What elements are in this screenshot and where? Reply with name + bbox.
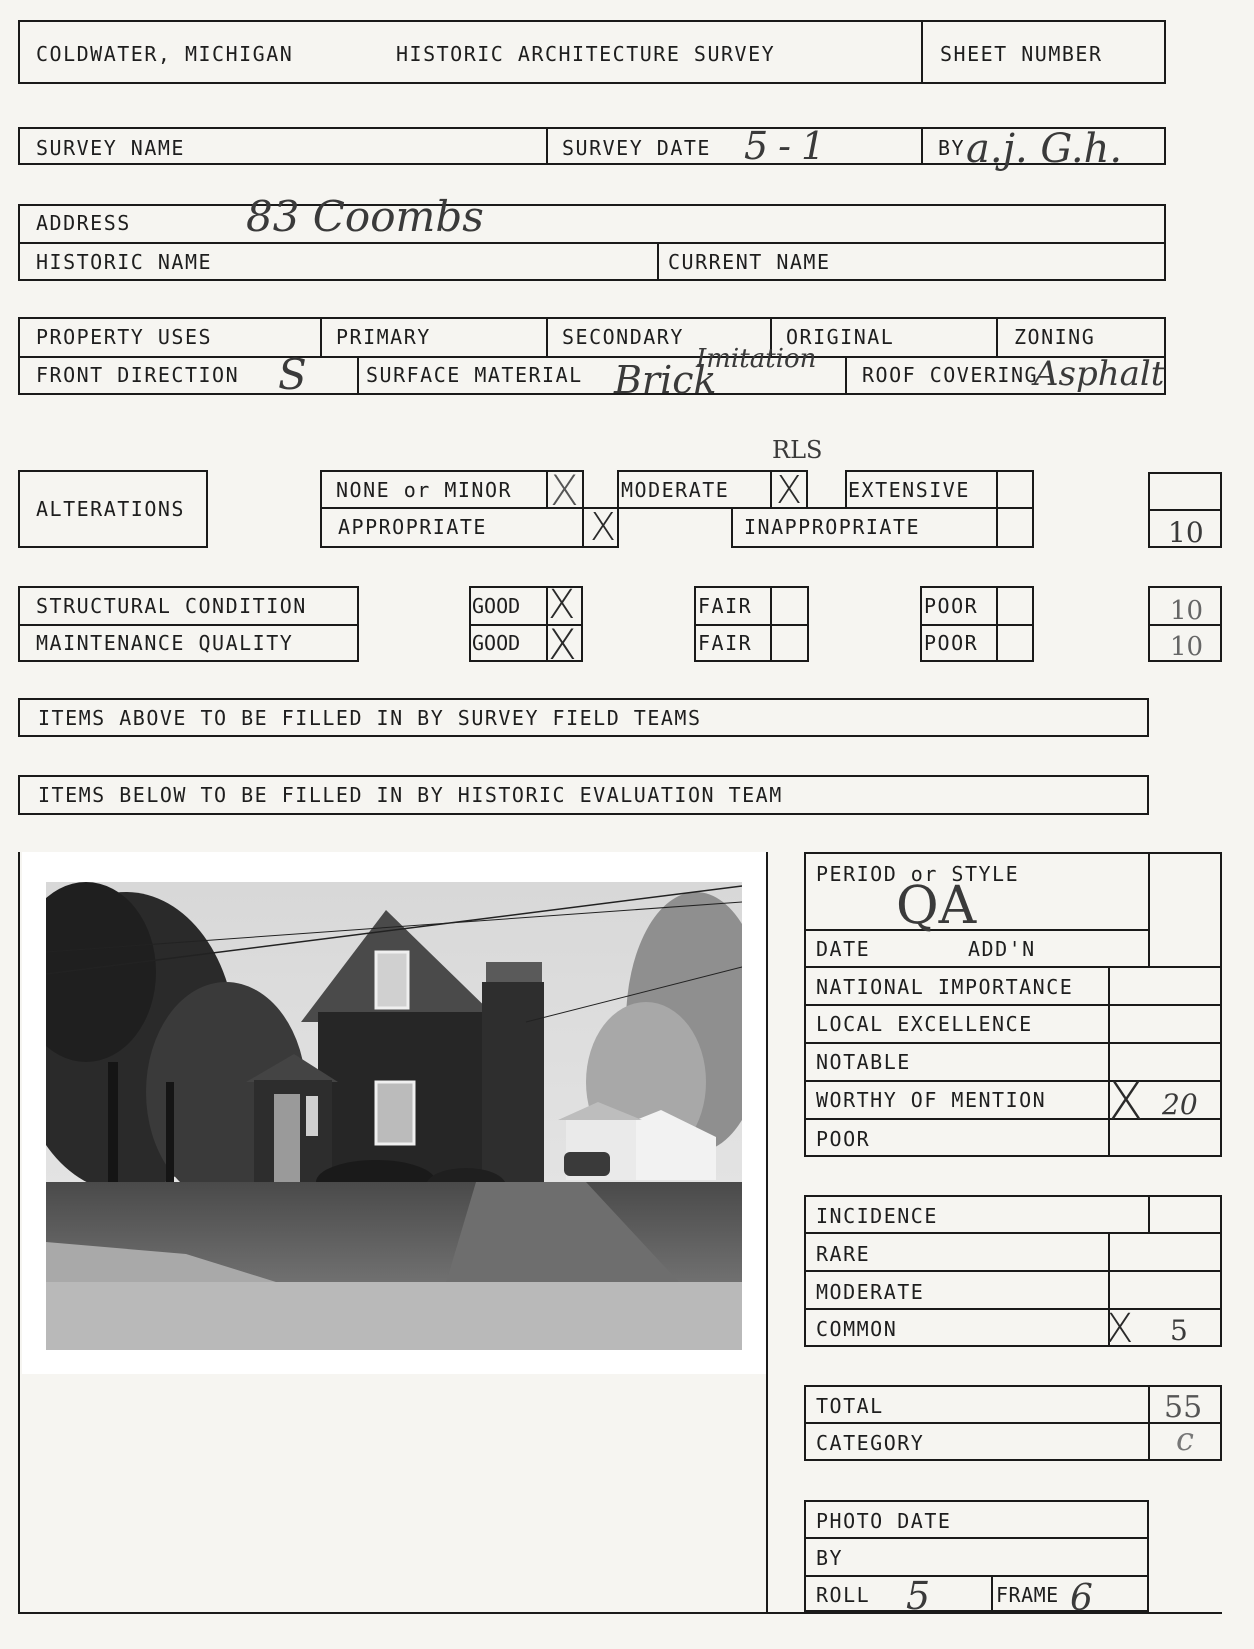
alterations-initials: RLS [772,436,823,464]
maintenance-quality-label: MAINTENANCE QUALITY [36,631,294,655]
worthy-check[interactable]: X [1108,1072,1144,1132]
surface-material-value-2[interactable]: Brick [614,358,717,402]
property-uses-label: PROPERTY USES [36,325,213,349]
condition-label-divider [18,624,359,626]
address-label: ADDRESS [36,211,131,235]
eval-notable-bottom [804,1080,1222,1082]
fair-divider-h [694,624,809,626]
photo-area-left-line [18,852,20,1612]
eval-national-bottom [804,1004,1222,1006]
zoning-label: ZONING [1014,325,1096,349]
alterations-label: ALTERATIONS [36,497,185,521]
none-minor-check[interactable]: X [550,466,579,515]
address-divider-v [657,242,659,281]
worthy-of-mention-label: WORTHY OF MENTION [816,1088,1047,1112]
original-label: ORIGINAL [786,325,895,349]
note-below: ITEMS BELOW TO BE FILLED IN BY HISTORIC EVALUATION TEAM [38,783,783,807]
photo-info-h1 [804,1537,1149,1539]
alterations-score-divider [1148,509,1222,511]
primary-label: PRIMARY [336,325,431,349]
front-direction-label: FRONT DIRECTION [36,363,240,387]
maintenance-score[interactable]: 10 [1170,632,1204,662]
sheet-number-label: SHEET NUMBER [940,42,1103,66]
survey-by-label: BY [938,136,966,160]
current-name-label: CURRENT NAME [668,250,831,274]
survey-name-label: SURVEY NAME [36,136,185,160]
extensive-label: EXTENSIVE [848,478,970,502]
appropriate-check-divider [582,507,584,548]
appropriate-label: APPROPRIATE [338,515,487,539]
eval-date-bottom [804,966,1222,968]
eval-local-bottom [804,1042,1222,1044]
incidence-h3 [804,1308,1222,1310]
category-value[interactable]: c [1176,1420,1194,1458]
structural-fair-label: FAIR [698,594,753,618]
header-divider [921,20,923,84]
appropriate-check[interactable]: X [590,505,617,549]
address-divider-h [18,242,1166,244]
property-divider-4 [996,317,998,356]
eval-poor-label: POOR [816,1127,871,1151]
roll-value[interactable]: 5 [906,1574,931,1618]
period-style-value[interactable]: QA [896,876,977,936]
roll-label: ROLL [816,1583,871,1607]
poor-divider-h [920,624,1034,626]
secondary-label: SECONDARY [562,325,684,349]
structural-condition-label: STRUCTURAL CONDITION [36,594,307,618]
property-divider-h [18,356,1166,358]
eval-addn-label: ADD'N [968,937,1036,961]
total-value[interactable]: 55 [1164,1390,1203,1425]
photo-by-label: BY [816,1546,844,1570]
property-divider-1 [320,317,322,356]
totals-divider-h [804,1422,1222,1424]
totals-divider-v [1148,1385,1150,1461]
extensive-check-divider [996,470,998,509]
incidence-right-ext [1148,1195,1150,1232]
survey-by-value[interactable]: a.j. G.h. [966,126,1123,172]
evaluation-right-ext [1148,852,1150,966]
house-photograph [46,882,742,1350]
structural-good-label: GOOD [472,594,521,618]
maintenance-good-label: GOOD [472,631,521,655]
common-check[interactable]: X [1106,1306,1134,1352]
national-importance-label: NATIONAL IMPORTANCE [816,975,1074,999]
photo-area-bottom-line [18,1612,1222,1614]
note-above: ITEMS ABOVE TO BE FILLED IN BY SURVEY FIELD TEAMS [38,706,702,730]
address-value[interactable]: 83 Coombs [246,192,484,241]
local-excellence-label: LOCAL EXCELLENCE [816,1012,1033,1036]
moderate-label: MODERATE [621,478,730,502]
incidence-label: INCIDENCE [816,1204,938,1228]
maintenance-fair-label: FAIR [698,631,753,655]
survey-divider-2 [921,127,923,165]
maintenance-poor-label: POOR [924,631,979,655]
frame-value[interactable]: 6 [1070,1578,1093,1619]
common-label: COMMON [816,1317,898,1341]
worthy-score[interactable]: 20 [1162,1088,1198,1121]
header-city: COLDWATER, MICHIGAN [36,42,294,66]
survey-divider-1 [546,127,548,165]
fair-divider-v [770,586,772,662]
property-divider-2 [546,317,548,356]
alterations-score[interactable]: 10 [1168,516,1204,549]
structural-good-check[interactable]: X [548,582,576,628]
photo-area-mid-line [766,852,768,1612]
header-title: HISTORIC ARCHITECTURE SURVEY [396,42,776,66]
photo-info-h2 [804,1575,1149,1577]
property-divider-6 [845,356,847,395]
notable-label: NOTABLE [816,1050,911,1074]
none-minor-label: NONE or MINOR [336,478,513,502]
roof-covering-label: ROOF COVERING [862,363,1039,387]
photo-date-label: PHOTO DATE [816,1509,952,1533]
total-label: TOTAL [816,1394,884,1418]
structural-score[interactable]: 10 [1170,596,1204,626]
eval-worthy-bottom [804,1118,1222,1120]
frame-label: FRAME [996,1583,1059,1607]
photo-info-v [991,1575,993,1612]
roof-covering-value[interactable]: Asphalt [1034,354,1165,394]
incidence-moderate-label: MODERATE [816,1280,925,1304]
eval-date-label: DATE [816,937,871,961]
poor-divider-v [996,586,998,662]
property-divider-5 [357,356,359,395]
rare-label: RARE [816,1242,871,1266]
incidence-h1 [804,1232,1222,1234]
survey-date-label: SURVEY DATE [562,136,711,160]
structural-poor-label: POOR [924,594,979,618]
surface-material-value-1[interactable]: Imitation [696,344,817,374]
none-minor-check-divider [546,470,548,509]
inappropriate-label: INAPPROPRIATE [744,515,921,539]
moderate-check[interactable]: X [776,468,803,512]
moderate-check-divider [770,470,772,509]
period-style-label: PERIOD or STYLE [816,862,1020,886]
surface-material-label: SURFACE MATERIAL [366,363,583,387]
survey-date-value[interactable]: 5-1 [744,124,836,168]
category-label: CATEGORY [816,1431,925,1455]
maintenance-good-check[interactable]: X [548,620,577,669]
front-direction-value[interactable]: S [278,350,307,399]
common-score[interactable]: 5 [1170,1314,1188,1347]
incidence-h2 [804,1270,1222,1272]
inappropriate-check-divider [996,507,998,548]
historic-name-label: HISTORIC NAME [36,250,213,274]
